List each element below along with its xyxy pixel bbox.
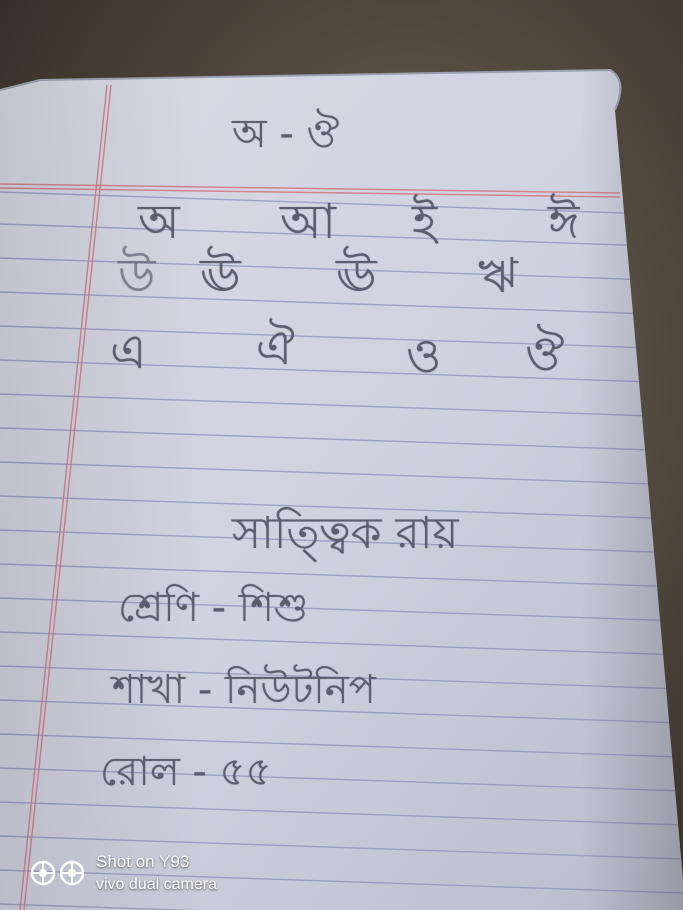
vowel-cell: ঊ: [336, 248, 377, 304]
camera-watermark: [30, 848, 270, 898]
class-line: শ্রেণি - শিশু: [118, 585, 309, 631]
vowel-cell: ঔ: [525, 326, 565, 382]
vowel-cell: আ: [280, 194, 336, 250]
vowel-cell: উ: [118, 248, 156, 304]
student-name: সাত্ত্বিক রায়: [232, 508, 459, 559]
vowel-cell: অ: [138, 194, 180, 250]
vowel-cell: ঊ: [200, 248, 241, 304]
section-line: শাখা - নিউটনিপ: [112, 667, 376, 713]
roll-line: রোল - ৫৫: [100, 749, 272, 795]
vowel-cell: ই: [412, 194, 437, 250]
vowel-cell: ঈ: [548, 194, 580, 250]
vowel-cell: ঐ: [256, 320, 295, 376]
vowel-cell: এ: [110, 324, 147, 380]
vowel-cell: ও: [406, 328, 442, 384]
watermark-model: Shot on Y93: [96, 852, 190, 871]
page-heading: অ - ঔ: [232, 111, 340, 157]
vivo-lens-icon: [30, 860, 88, 886]
vowel-cell: ঋ: [478, 248, 518, 304]
watermark-camera: vivo dual camera: [96, 876, 217, 893]
